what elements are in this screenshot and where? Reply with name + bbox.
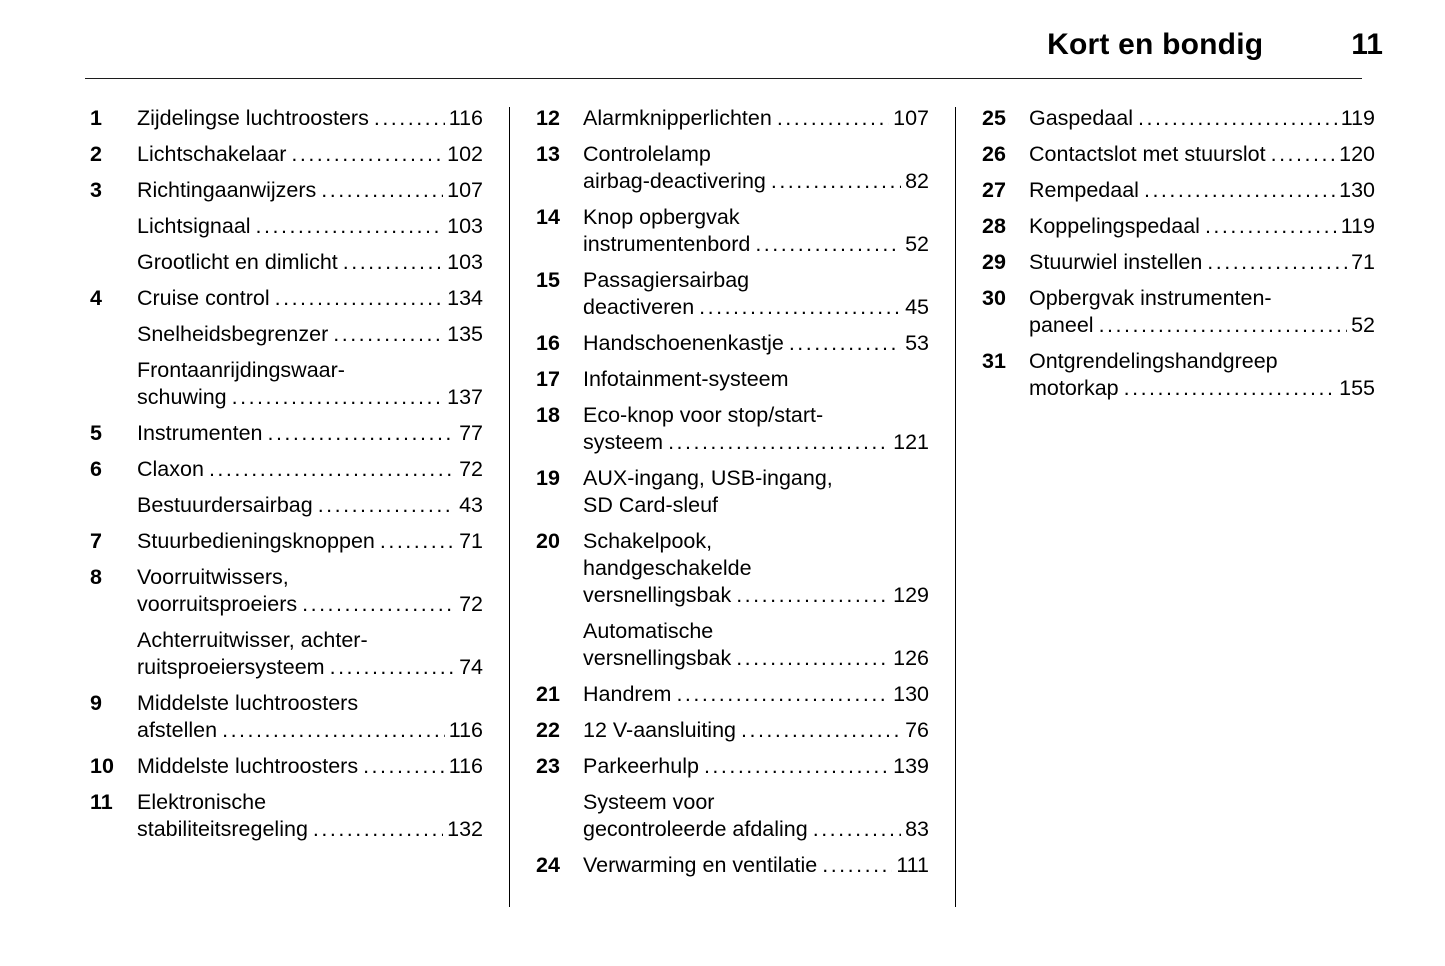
toc-entry [90,357,483,411]
leader-dots [755,231,901,258]
entry-last-line [137,753,483,780]
leader-dots [1207,249,1347,276]
leader-dots [209,456,455,483]
entry-number: 10 [90,754,114,778]
entry-body [1029,141,1375,168]
toc-entry [536,681,929,708]
leader-dots [380,528,455,555]
entry-last-line [137,492,483,519]
entry-number: 15 [536,268,560,292]
entry-body [583,528,929,609]
entry-body [583,789,929,843]
entry-page-ref: 119 [1340,214,1375,238]
entry-page-ref: 116 [448,106,483,130]
entry-last-line [583,231,929,258]
leader-dots [1099,312,1348,339]
entry-number: 27 [982,178,1006,202]
entry-text: instrumentenbord [583,232,751,256]
leader-dots [333,321,443,348]
entry-number: 25 [982,106,1006,130]
entry-last-line [137,591,483,618]
entry-page-ref: 130 [1339,178,1375,202]
entry-number: 19 [536,466,560,490]
leader-dots [275,285,443,312]
entry-page-ref: 45 [905,295,929,319]
leader-dots [777,105,889,132]
entry-page-ref: 43 [459,493,483,517]
entry-text: SD Card-sleuf [583,493,719,517]
entry-page-ref: 52 [905,232,929,256]
toc-entry [90,420,483,447]
entry-page-ref: 120 [1339,142,1375,166]
entry-last-line [137,285,483,312]
entry-text: Automatische [583,619,714,643]
toc-entry [536,366,929,393]
entry-last-line [583,429,929,456]
entry-text: AUX-ingang, USB-ingang, [583,466,833,490]
entry-number: 24 [536,853,560,877]
entry-last-line [583,852,929,879]
entry-body [583,330,929,357]
entry-last-line [583,753,929,780]
entry-text: versnellingsbak [583,646,732,670]
entry-text: motorkap [1029,376,1119,400]
leader-dots [222,717,445,744]
entry-body [583,717,929,744]
toc-entry [536,267,929,321]
entry-last-line [583,294,929,321]
entry-page-ref: 53 [905,331,929,355]
entry-page-ref: 135 [447,322,483,346]
entry-text: Infotainment-systeem [583,367,789,391]
entry-page-ref: 137 [447,385,483,409]
toc-entry [536,330,929,357]
toc-entry [536,618,929,672]
toc-entry [982,213,1375,240]
entry-body [583,141,929,195]
entry-body [583,852,929,879]
entry-body [1029,105,1375,132]
toc-entry [982,105,1375,132]
toc-column-3 [982,105,1375,907]
entry-page-ref: 77 [459,421,483,445]
entry-body [1029,177,1375,204]
entry-last-line [1029,312,1375,339]
entry-text: Alarmknipperlichten [583,106,772,130]
entry-number [90,492,137,519]
leader-dots [699,294,901,321]
entry-text: Voorruitwissers, [137,565,289,589]
entry-page-ref: 103 [447,250,483,274]
entry-body [137,249,483,276]
entry-last-line [137,717,483,744]
entry-text: deactiveren [583,295,695,319]
entry-body [583,366,929,393]
toc-entry [90,627,483,681]
entry-body [137,105,483,132]
leader-dots [318,492,455,519]
entry-number [536,618,583,672]
entry-last-line [137,141,483,168]
entry-text: Grootlicht en dimlicht [137,250,338,274]
entry-text: Rempedaal [1029,178,1139,202]
leader-dots [256,213,444,240]
entry-text: Claxon [137,457,204,481]
toc-entry [90,249,483,276]
entry-page-ref: 155 [1339,376,1375,400]
leader-dots [668,429,889,456]
entry-body [137,420,483,447]
entry-last-line [137,321,483,348]
toc-entry [982,285,1375,339]
entry-last-line [1029,375,1375,402]
entry-body [583,105,929,132]
entry-page-ref: 71 [1351,250,1375,274]
entry-page-ref: 82 [905,169,929,193]
toc-entry [536,402,929,456]
entry-number [536,789,583,843]
entry-number: 7 [90,529,102,553]
entry-body [137,492,483,519]
entry-last-line [583,168,929,195]
entry-number: 3 [90,178,102,202]
leader-dots [330,654,455,681]
entry-number: 4 [90,286,102,310]
entry-last-line [583,717,929,744]
entry-page-ref: 102 [447,142,483,166]
toc-entry [536,717,929,744]
chapter-title: Kort en bondig [1047,28,1264,61]
entry-page-ref: 76 [905,718,929,742]
entry-text: Knop opbergvak [583,205,740,229]
entry-text: Passagiersairbag [583,268,750,292]
leader-dots [736,582,889,609]
entry-body [583,618,929,672]
entry-page-ref: 130 [893,682,929,706]
entry-number [90,213,137,240]
entry-last-line [137,654,483,681]
entry-body [583,267,929,321]
entry-body [1029,249,1375,276]
entry-page-ref: 72 [459,592,483,616]
entry-body [137,528,483,555]
entry-text: Instrumenten [137,421,263,445]
toc-entry [90,690,483,744]
entry-text: afstellen [137,718,218,742]
entry-text: Stuurwiel instellen [1029,250,1203,274]
entry-text: Contactslot met stuurslot [1029,142,1266,166]
entry-text: Verwarming en ventilatie [583,853,818,877]
entry-last-line [137,816,483,843]
entry-number: 30 [982,286,1006,310]
entry-last-line [137,456,483,483]
entry-number: 1 [90,106,102,130]
entry-number: 31 [982,349,1006,373]
page-number: 11 [1351,28,1383,61]
entry-page-ref: 126 [893,646,929,670]
entry-body [137,690,483,744]
entry-page-ref: 116 [448,718,483,742]
entry-body [583,204,929,258]
entry-last-line [137,105,483,132]
entry-text: Systeem voor [583,790,715,814]
entry-number: 5 [90,421,102,445]
entry-last-line [137,177,483,204]
entry-number: 18 [536,403,560,427]
toc-entry [90,456,483,483]
leader-dots [343,249,443,276]
entry-text: Richtingaanwijzers [137,178,317,202]
entry-body [583,681,929,708]
entry-last-line [137,384,483,411]
entry-text: Controlelamp [583,142,711,166]
entry-body [137,177,483,204]
leader-dots [736,645,889,672]
entry-number: 29 [982,250,1006,274]
entry-number [90,249,137,276]
entry-body [1029,213,1375,240]
toc-entry [536,528,929,609]
toc-column-1 [90,105,483,907]
entry-text: Stuurbedieningsknoppen [137,529,375,553]
entry-number: 17 [536,367,560,391]
leader-dots [267,420,455,447]
entry-number: 28 [982,214,1006,238]
toc-entry [90,285,483,312]
leader-dots [813,816,901,843]
entry-page-ref: 129 [893,583,929,607]
leader-dots [374,105,445,132]
entry-last-line [1029,105,1375,132]
entry-body [137,357,483,411]
entry-number [90,357,137,411]
entry-text: systeem [583,430,664,454]
entry-number [90,627,137,681]
entry-text: Opbergvak instrumenten- [1029,286,1272,310]
leader-dots [676,681,889,708]
leader-dots [789,330,901,357]
entry-text: 12 V-aansluiting [583,718,736,742]
entry-text: Handrem [583,682,672,706]
entry-number: 14 [536,205,560,229]
entry-page-ref: 71 [459,529,483,553]
column-divider [955,107,956,907]
leader-dots [741,717,901,744]
leader-dots [1124,375,1336,402]
entry-number: 13 [536,142,560,166]
entry-page-ref: 83 [905,817,929,841]
leader-dots [1205,213,1337,240]
entry-text: Frontaanrijdingswaar- [137,358,345,382]
entry-body [137,753,483,780]
entry-page-ref: 74 [459,655,483,679]
entry-page-ref: 52 [1351,313,1375,337]
toc-entry [90,213,483,240]
entry-text: Koppelingspedaal [1029,214,1200,238]
entry-text: Parkeerhulp [583,754,699,778]
entry-text: Gaspedaal [1029,106,1133,130]
entry-last-line [583,105,929,132]
leader-dots [363,753,445,780]
entry-text: voorruitsproeiers [137,592,298,616]
entry-body [137,285,483,312]
toc-entry [982,249,1375,276]
toc-entry [90,528,483,555]
entry-last-line [583,330,929,357]
entry-page-ref: 107 [447,178,483,202]
entry-last-line [583,816,929,843]
entry-text: Elektronische [137,790,267,814]
leader-dots [291,141,443,168]
toc-columns [0,79,1445,907]
entry-body [1029,285,1375,339]
entry-number: 22 [536,718,560,742]
entry-last-line [583,582,929,609]
entry-page-ref: 121 [893,430,929,454]
entry-body [583,465,929,519]
leader-dots [302,591,455,618]
entry-page-ref: 134 [447,286,483,310]
toc-entry [536,852,929,879]
entry-body [137,564,483,618]
leader-dots [321,177,443,204]
entry-text: Lichtschakelaar [137,142,287,166]
entry-page-ref: 116 [448,754,483,778]
entry-last-line [137,249,483,276]
entry-text: gecontroleerde afdaling [583,817,808,841]
entry-text: Achterruitwisser, achter- [137,628,368,652]
entry-number: 26 [982,142,1006,166]
toc-entry [90,177,483,204]
entry-body [1029,348,1375,402]
toc-entry [982,348,1375,402]
toc-entry [982,141,1375,168]
entry-text: Schakelpook, [583,529,713,553]
toc-entry [536,141,929,195]
entry-number: 23 [536,754,560,778]
entry-page-ref: 103 [447,214,483,238]
toc-entry [982,177,1375,204]
entry-body [137,789,483,843]
leader-dots [1271,141,1336,168]
entry-number: 2 [90,142,102,166]
entry-body [137,627,483,681]
entry-page-ref: 111 [896,853,929,877]
entry-text: Handschoenenkastje [583,331,784,355]
toc-column-2 [536,105,929,907]
toc-entry [90,753,483,780]
entry-last-line [583,681,929,708]
entry-number: 16 [536,331,560,355]
entry-number: 11 [90,790,113,814]
entry-last-line [137,213,483,240]
toc-entry [90,105,483,132]
entry-page-ref: 107 [893,106,929,130]
entry-text: paneel [1029,313,1094,337]
leader-dots [232,384,443,411]
entry-body [583,402,929,456]
toc-entry [536,753,929,780]
entry-last-line [137,528,483,555]
entry-body [137,141,483,168]
leader-dots [822,852,892,879]
leader-dots [313,816,443,843]
entry-text: Middelste luchtroosters [137,754,359,778]
entry-text: Snelheidsbegrenzer [137,322,329,346]
toc-entry [536,105,929,132]
leader-dots [771,168,901,195]
entry-text: ruitsproeiersysteem [137,655,325,679]
leader-dots [1138,105,1337,132]
toc-entry [536,204,929,258]
leader-dots [704,753,889,780]
entry-last-line [1029,177,1375,204]
entry-text: Bestuurdersairbag [137,493,313,517]
toc-entry [536,789,929,843]
entry-body [137,456,483,483]
leader-dots [1144,177,1335,204]
entry-text: Cruise control [137,286,270,310]
entry-number: 21 [536,682,560,706]
entry-number: 9 [90,691,102,715]
toc-entry [536,465,929,519]
entry-body [137,213,483,240]
entry-number: 6 [90,457,102,481]
entry-last-line [1029,141,1375,168]
toc-entry [90,321,483,348]
entry-page-ref: 72 [459,457,483,481]
entry-page-ref: 119 [1340,106,1375,130]
entry-number [90,321,137,348]
entry-last-line [1029,249,1375,276]
entry-text: airbag-deactivering [583,169,766,193]
entry-body [583,753,929,780]
entry-number: 20 [536,529,560,553]
entry-text: Middelste luchtroosters [137,691,359,715]
toc-entry [90,564,483,618]
entry-last-line [137,420,483,447]
page-header [0,0,1445,62]
entry-page-ref: 132 [447,817,483,841]
entry-text: schuwing [137,385,227,409]
toc-entry [90,492,483,519]
entry-text: Zijdelingse luchtroosters [137,106,369,130]
toc-entry [90,141,483,168]
entry-last-line [583,645,929,672]
entry-text: Ontgrendelingshandgreep [1029,349,1278,373]
entry-text: Eco-knop voor stop/start- [583,403,824,427]
entry-text: Lichtsignaal [137,214,251,238]
entry-text: versnellingsbak [583,583,732,607]
entry-body [137,321,483,348]
toc-entry [90,789,483,843]
entry-page-ref: 139 [893,754,929,778]
entry-text: stabiliteitsregeling [137,817,308,841]
entry-number: 12 [536,106,560,130]
entry-number: 8 [90,565,102,589]
column-divider [509,107,510,907]
entry-last-line [1029,213,1375,240]
entry-text: handgeschakelde [583,556,752,580]
